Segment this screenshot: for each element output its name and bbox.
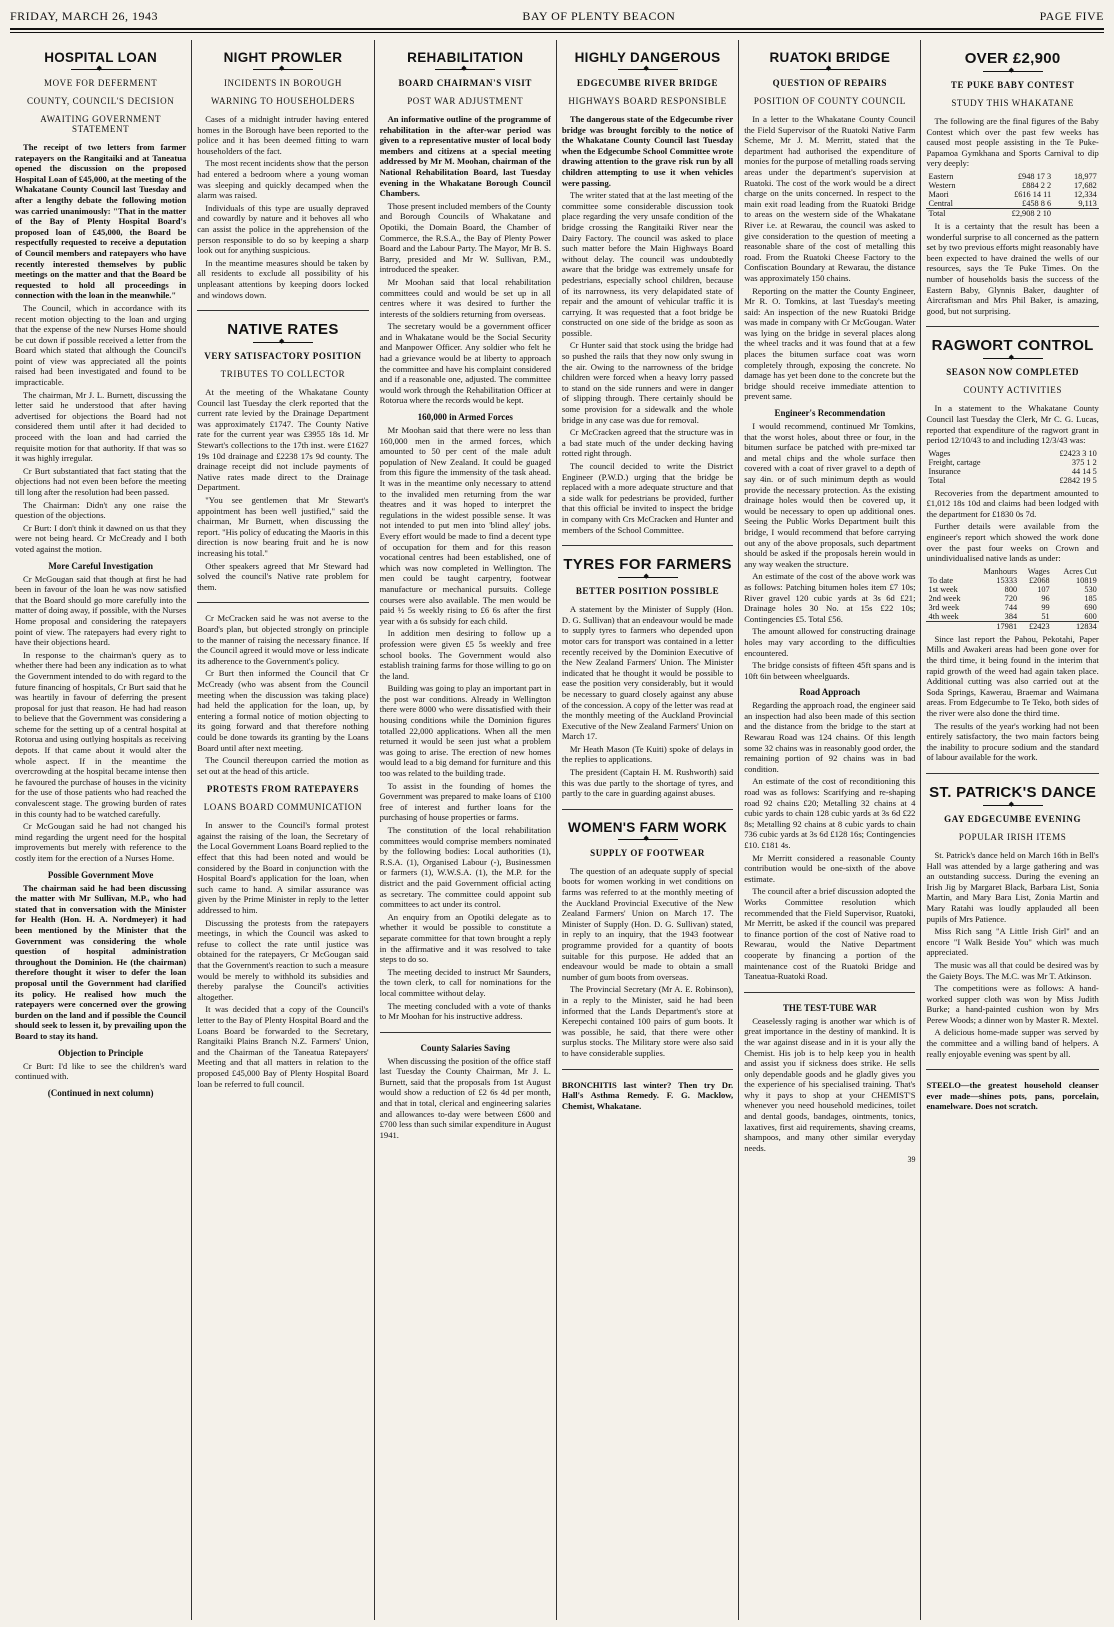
- subhead: AWAITING GOVERNMENT STATEMENT: [40, 114, 162, 134]
- subhead: INCIDENTS IN BOROUGH: [223, 78, 342, 88]
- paragraph: At the meeting of the Whakatane County Council last Tuesday the clerk reported that the current rate levied by the Drainage Department was approximately £1747. The County Native rate for the current year was £3955 18s 1d. Mr Stewart's collections to the 17th inst. were £1627 19s 10d drainage and £2238 17s 9d county. The drainage receipt did not include payments of Native rates made direct to the Drainage Department.: [197, 387, 369, 493]
- subhead: COUNTY, COUNCIL'S DECISION: [26, 96, 175, 106]
- paragraph: Other speakers agreed that Mr Steward had solved the council's Native rate problem for them.: [197, 560, 369, 592]
- table-row: To date 15333 £2068 10819: [928, 575, 1097, 585]
- subhead: SUPPLY OF FOOTWEAR: [590, 847, 705, 858]
- subhead: GAY EDGECUMBE EVENING: [944, 813, 1082, 824]
- baby-contest-table: [926, 172, 1098, 218]
- paragraph: Cr McGougan said that though at first he had been in favour of the loan he was now satisfied that the Board should go more carefully into the matter of doing away, if possible, with the Nurses Home proposal and considering the ratepayers point of view. The ratepayers had every right to have their objections heard.: [15, 573, 187, 648]
- advertisement-steelo: STEELO—the greatest household cleanser ever made—shines pots, pans, porcelain, enamelware. Does not scratch.: [926, 1080, 1099, 1112]
- paragraph: Regarding the approach road, the engineer said an inspection had also been made of this section and the distance from the bridge to the start at Rewarau Road was 124 chains. Of this length some 32 chains was in reasonably good order, the remaining portion of 92 chains was in bad condition.: [744, 700, 916, 774]
- paragraph: Individuals of this type are usually depraved and cowardly by nature and it behoves all who can assist the police in the apprehension of the person responsible to do so by keeping a sharp look out for anything suspicious.: [197, 202, 369, 256]
- continued-note: (Continued in next column): [47, 1087, 154, 1098]
- paragraph: In a statement to the Whakatane County Council last Tuesday the Clerk, Mr C. G. Lucas, reported that expenditure of the ragwort grant in period 12/10/43 to and including 12/3/43 was:: [926, 403, 1099, 446]
- paragraph: Cr Burt then informed the Council that Cr McCready (who was absent from the Council meeting when the discussion was taking place) had held the application for the loan, up, by entering a formal notice of motion objecting to its going forward and that therefore nothing could be done towards its granting by the Loans Board until after next meeting.: [197, 668, 369, 753]
- paragraph: A statement by the Minister of Supply (Hon. D. G. Sullivan) that an endeavour would be made to supply tyres to farmers who depended upon motor cars for transport was contained in a letter recently received by the Dominion Executive of the New Zealand Farmers' Union. The Minister indicated that he thought it would be possible to ease the position very considerably, but it would be necessary to guard closely against any abuse of the concession. A copy of the letter was read at the monthly meeting of the Auckland Provincial Executive of the New Zealand Farmers' Union on March 17.: [561, 604, 734, 742]
- paragraph: The council after a brief discussion adopted the Works Committee resolution which recommended that the Field Supervisor, Ruatoki, Mr Merritt, be asked if the council was prepared to finance portion of the cost of Native road to Rewarau, would the Native Department cooperate by financing a portion of the maintenance cost of the Ruatoki Bridge and Taneatua-Ruatoki Road.: [744, 886, 916, 982]
- subhead: POST WAR ADJUSTMENT: [407, 96, 524, 106]
- subhead: EDGECUMBE RIVER BRIDGE: [576, 78, 719, 88]
- ad-number: 39: [907, 1155, 916, 1165]
- headline-divider: [253, 342, 313, 343]
- paragraph: Cases of a midnight intruder having entered homes in the Borough have been reported to the police and it has been deemed fitting to warn householders of the fact.: [197, 114, 369, 156]
- headline-divider: [983, 358, 1043, 359]
- paragraph: Cr Burt substantiated that fact stating that the objections had not even been before the meeting till long after the resolution had been passed.: [15, 465, 187, 497]
- paragraph: In addition men desiring to follow up a profession were given £5 5s weekly and free school books. The Government would also establish training farms for those willing to go on the land.: [379, 628, 551, 681]
- lead-paragraph: The receipt of two letters from farmer ratepayers on the Rangitaiki and at Taneatua opened the discussion on the proposed Hospital Loan of £45,000, at the meeting of the Whakatane County Council last Tuesday and after a lengthy debate the following motion was carried unanimously: "That in the matter of the Bay of Plenty Hospital Board's proposed loan of £45,000, the Board be respectfully requested to receive a deputation of Council members and ratepayers who have recently interested themselves by public meetings on the matter and that the Board be requested to hold all proceedings in connection with the loan in the meanwhile.": [15, 142, 187, 301]
- paragraph: Mr Moohan said that local rehabilitation committees could and would be set up in all centres where it was desired to further the interests of the soldiers returning from overseas.: [379, 276, 551, 319]
- paragraph: The chairman, Mr J. L. Burnett, discussing the letter said he understood that after having advertised for objections the Board had not considered them until after it had decided to proceed with the loan and had carried the requisite motion for that authority. If that was so it was highly irregular.: [15, 389, 187, 464]
- subhead: POPULAR IRISH ITEMS: [958, 831, 1067, 842]
- manhours-table: [926, 567, 1098, 631]
- headline-highly-dangerous: HIGHLY DANGEROUS: [574, 50, 721, 65]
- masthead-rule: [10, 28, 1104, 30]
- paragraph: The bridge consists of fifteen 45ft spans and is 10ft 6in between wheelguards.: [744, 660, 916, 681]
- side-heading: 160,000 in Armed Forces: [417, 412, 513, 423]
- paragraph: Cr Burt: I don't think it dawned on us that they were not being heard. Cr McCready and I both voted against the motion.: [15, 522, 187, 554]
- subhead: COUNTY ACTIVITIES: [963, 385, 1062, 396]
- article-separator: [380, 1032, 551, 1033]
- paragraph: The Council thereupon carried the motion as set out at the head of this article.: [197, 755, 369, 776]
- headline-native-rates: NATIVE RATES: [227, 321, 339, 339]
- paragraph: Recoveries from the department amounted to £1,012 18s 10d and claims had been lodged with the department for £1830 0s 7d.: [926, 487, 1099, 519]
- paragraph: Since last report the Pahou, Pekotahi, Paper Mills and Awakeri areas had been gone over for the third time, it being found in the interim that rapid growth of the weed had again taken place. Additional cutting was also carried out at the Soda Springs, Kawerau, Braemar and Waimana areas. From Edgecumbe to Te Teko, both sides of the river were also done the third time.: [926, 633, 1099, 718]
- advertisement-bronchitis: BRONCHITIS last winter? Then try Dr. Hall's Asthma Remedy. F. G. Macklow, Chemist, Whakatane.: [561, 1079, 734, 1111]
- table-total-row: Total £2,908 2 10: [926, 208, 1098, 218]
- paragraph: Mr Merritt considered a reasonable County contribution would be one-sixth of the above estimate.: [744, 852, 916, 884]
- paragraph: A delicious home-made supper was served by the committee and a willing band of helpers. A really enjoyable evening was spent by all.: [926, 1027, 1099, 1059]
- side-heading: Objection to Principle: [58, 1047, 144, 1058]
- paragraph: In answer to the Council's formal protest against the raising of the loan, the Secretary of the Local Government Loans Board replied to the effect that this had been noted and would be considered by the Board in conjunction with the Hospital Board's application for the loan, when such came to hand. A similar assurance was given by the Prime Minister in reply to the letter addressed to him.: [197, 820, 369, 916]
- subhead: SEASON NOW COMPLETED: [946, 367, 1080, 378]
- paragraph: In a letter to the Whakatane County Council the Field Supervisor of the Ruatoki Native Farm Scheme, Mr J. M. Merritt, stated that the department had authorised the expenditure of monies for the purpose of metalling roads serving areas under the department's supervision at Ruatoki. The cost of the work would be a direct charge on the units concerned. In respect to the main exit road leading from the Ruatoki Bridge to areas on the western side of the Whakatane River i.e. at Rewarau, the council was asked to give consideration to the question of meeting a reasonable share of the cost of metalling this road. From the Ruatoki Cheese Factory to the Confiscation Boundary at Rewarau, the distance was approximately 150 chains.: [744, 114, 916, 283]
- paragraph: St. Patrick's dance held on March 16th in Bell's Hall was attended by a large gathering and was an outstanding success. During the evening an Irish Jig by Margaret Black, Barbara List, Sonia Martin, and Mary Bara List, Zonia Martin and Mary Ratahi was loudly applauded all been pupils of Mrs Patience.: [926, 849, 1099, 924]
- paragraph: The constitution of the local rehabilitation committees would comprise members nominated by the following bodies: Local authorities (1), R.S.A. (1), Organised Labour (-), Businessmen or farmers (1), W.W.S.A. (1), the M.P. for the district and the paid Government official acting as secretary. The committee could appoint sub committees to act under its control.: [379, 825, 551, 910]
- paragraph: Miss Rich sang "A Little Irish Girl" and an encore "I Walk Beside You" which was much appreciated.: [926, 926, 1099, 958]
- table-row: Total £2842 19 5: [928, 475, 1097, 485]
- article-separator: [744, 992, 915, 993]
- paragraph: An estimate of the cost of reconditioning this road was as follows: Scarifying and re-shaping road 92 chains £20; Metalling 32 chains at 4 cubic yards to chain 128 cubic yards at 3s 6d £22 8s; Metalling 92 chains at 8 cubic yards to chain 736 cubic yards at 3s 6d £128 16s; Contingencies £10. £181 4s.: [744, 776, 916, 850]
- subhead: WARNING TO HOUSEHOLDERS: [210, 96, 355, 106]
- article-separator: [926, 1069, 1098, 1070]
- lead-paragraph: An informative outline of the programme of rehabilitation in the after-war period was given to a representative muster of local body members and citizens at a special meeting addressed by Mr M. Moohan, chairman of the National Rehabilitation Board, last Tuesday evening in the Whakatane Borough Council Chambers.: [379, 114, 551, 199]
- table-row: 2nd week 720 96 185: [928, 593, 1097, 603]
- headline-divider: [983, 805, 1043, 806]
- paragraph: Those present included members of the County and Borough Councils of Whakatane and Opotiki, the Domain Board, the Chamber of Commerce, the R.S.A., the Bay of Plenty Power Board and the Labour Party. The Mayor, Mr B. S. Barry, presided and Mr W. Sullivan, P.M., introduced the speaker.: [379, 200, 551, 275]
- paragraph: The president (Captain H. M. Rushworth) said this was due partly to the shortage of tyres, and partly to the care in guarding against abuses.: [561, 767, 734, 799]
- headline-divider: [618, 839, 678, 840]
- subhead: MOVE FOR DEFERMENT: [43, 78, 158, 88]
- paragraph: Cr McCracken agreed that the structure was in a bad state much of the under decking having rotted right through.: [561, 427, 734, 459]
- masthead-rule-thin: [10, 32, 1104, 33]
- headline-hospital-loan: HOSPITAL LOAN: [44, 50, 158, 65]
- masthead: [10, 6, 1104, 24]
- article-separator: [197, 310, 368, 311]
- paragraph: The secretary would be a government officer and in Whakatane would be the Social Security and Manpower Officer. Any soldier who felt he had a grievance would be at liberty to approach the committee and have his complaint considered and if a reasonable one, adjusted. The committee would work through the Rehabilitation Officer at Rotorua where the records would be kept.: [379, 321, 551, 406]
- paragraph: Further details were available from the engineer's report which showed the work done over the past four weeks on Crown and unindividualised native lands as under:: [926, 521, 1099, 564]
- subhead: TRIBUTES TO COLLECTOR: [220, 369, 346, 380]
- headline-night-prowler: NIGHT PROWLER: [223, 50, 343, 65]
- paragraph: Cr McCracken said he was not averse to the Board's plan, but objected strongly on principle to the manner of raising the necessary finance. If the Council agreed it would move or less indicate its adherence to the Government's policy.: [197, 613, 369, 666]
- article-separator: [197, 602, 368, 603]
- headline-divider: [253, 69, 313, 70]
- paragraph: An enquiry from an Opotiki delegate as to whether it would be possible to constitute a separate committee for that town brought a reply in the affirmative and it was resolved to take steps to do so.: [379, 911, 551, 965]
- paragraph: Building was going to play an important part in the post war conditions. Already in Wellington there were 8000 who were dissatisfied with their housing conditions while the Dominion figures totalled 22,000 applications. When all the men returned it would be seen just what a problem was going to arise. The erection of new homes would lead to a big demand for furniture and this too was related to the building trade.: [379, 683, 551, 779]
- subhead: BETTER POSITION POSSIBLE: [575, 586, 720, 597]
- paragraph: It was decided that a copy of the Council's letter to the Bay of Plenty Hospital Board and the Loans Board be forwarded to the Secretary, Rangitaiki Plains Branch N.Z. Farmers' Union, and the Chairman of the Taneatua Ratepayers' Meeting and that all matters in relation to the proposed £45,000 Bay of Plenty Hospital Board loan be referred to full council.: [197, 1004, 369, 1089]
- paragraph: Mr Heath Mason (Te Kuiti) spoke of delays in the replies to applications.: [561, 743, 734, 765]
- advertisement-chemist: Ceaselessly raging is another war which is of great importance in the destiny of mankind. It is the war against disease and in it is your ally the Chemist. His job is to help keep you in health and assist you if sickness does strike. He sells only dependable goods and he gladly gives you the experience of his specialised training. That's why it pays to shop at your CHEMIST'S whenever you need household medicines, toilet and dental goods, bandages, ointments, tonics, laxatives, first aid requirements, shaving creams, shampoos, and many other similar everyday needs.: [744, 1015, 916, 1153]
- paragraph: Cr McGougan said he had not changed his mind regarding the urgent need for the hospital improvements but merely with reference to the costly item for the erection of a Nurses Home.: [15, 821, 187, 863]
- subhead: POSITION OF COUNTY COUNCIL: [753, 96, 906, 106]
- paragraph: The meeting concluded with a vote of thanks to Mr Moohan for his instructive address.: [379, 1000, 551, 1022]
- paragraph: The music was all that could be desired was by the Gaiety Boys. The M.C. was Mr T. Atkinson.: [926, 959, 1099, 981]
- side-heading: More Careful Investigation: [48, 560, 153, 571]
- headline-divider: [618, 69, 678, 70]
- newspaper-columns: [10, 40, 1104, 1620]
- subhead: VERY SATISFACTORY POSITION: [204, 351, 362, 362]
- subhead: STUDY THIS WHAKATANE: [951, 98, 1074, 108]
- paragraph: It is a certainty that the result has been a wonderful surprise to all concerned as the pattern set by two previous efforts might reasonably have been expected to have drained the wells of our resources, says the Te Puke Times. On the number of households basis the success of the Eastern Baby, Glynnis Baker, daughter of Aircraftsman and Mrs Phil Baker, is amazing, good, but not surprising.: [926, 220, 1099, 316]
- column-6: [921, 40, 1103, 1620]
- headline-divider: [435, 69, 495, 70]
- side-heading: County Salaries Saving: [420, 1042, 510, 1053]
- paragraph: In response to the chairman's query as to whether there had been any indication as to what the Government intended to do with regard to the future financing of hospitals, Cr Burt said that he was heartily in favour of deferring the present proposal for just that reason. He had had reason to believe that the Government was considering a scheme for the setting up of a central hospital at Rotorua and using outlying hospitals as receiving depots. If that came about it would alter the whole aspect. If in the meantime the overcrowding at the hospital became intense then he favoured the purchase of houses in the vicinity for the use of those patients who had reached the convalescent stage. The growing burden of rates in this county had to be watched carefully.: [15, 649, 187, 819]
- table-header-row: Manhours Wages Acres Cut: [983, 566, 1097, 576]
- paragraph: To assist in the founding of homes the Government was prepared to make loans of £100 free of interest and further loans for the purchasing of house properties or farms.: [379, 780, 551, 823]
- paragraph: The competitions were as follows: A hand-worked supper cloth was won by Miss Judith Burke; a hand-painted cushion won by Mrs Perew Woods; a dinner won by Master R. Mextel.: [926, 983, 1099, 1025]
- headline-ragwort-control: RAGWORT CONTROL: [931, 337, 1094, 355]
- table-row: Freight, cartage 375 1 2: [928, 457, 1097, 467]
- table-row: Insurance 44 14 5: [928, 466, 1097, 476]
- article-separator: [926, 326, 1098, 327]
- side-heading: Engineer's Recommendation: [774, 408, 886, 419]
- headline-womens-farm-work: WOMEN'S FARM WORK: [568, 819, 728, 835]
- paragraph: The council decided to write the District Engineer (P.W.D.) urging that the bridge be replaced with a more adequate structure and that a side walk for pedestrians be provided, further that this official be invited to inspect the bridge in company with Crs McCracken and Hunter and members of the School Committee.: [561, 461, 734, 535]
- article-separator: [562, 545, 733, 546]
- paper-title: BAY OF PLENTY BEACON: [522, 9, 676, 23]
- lead-paragraph: The dangerous state of the Edgecumbe river bridge was brought forcibly to the notice of the Whakatane County Council last Tuesday when the Edgecumbe School Committee wrote drawing attention to the grave risk run by all children attempting to use it when vehicles were passing.: [561, 114, 734, 188]
- headline-st-patricks-dance: ST. PATRICK'S DANCE: [929, 783, 1097, 801]
- headline-tyres-for-farmers: TYRES FOR FARMERS: [563, 556, 732, 574]
- subhead: LOANS BOARD COMMUNICATION: [203, 802, 363, 813]
- paragraph: The results of the year's working had not been entirely satisfactory, the two main factors being the inability to procure sodium and the standard of labour available for the work.: [926, 720, 1099, 763]
- subhead: TE PUKE BABY CONTEST: [950, 80, 1075, 90]
- subhead: HIGHWAYS BOARD RESPONSIBLE: [568, 96, 727, 106]
- table-total-row: 17981 £2423 12834: [926, 621, 1098, 631]
- headline-divider: [983, 71, 1043, 72]
- headline-divider: [71, 69, 131, 70]
- table-row: 3rd week 744 99 690: [928, 602, 1097, 612]
- table-row: Central £458 8 6 9,113: [928, 198, 1097, 208]
- paragraph: The Council, which in accordance with its recent motion objecting to the loan and urging that the expense of the new Nurses Home should be cut down if possible received a letter from the Board which stated that although the Council's point of view was appreciated all the points raised had been investigated and found to be impracticable.: [15, 302, 187, 388]
- side-heading: Road Approach: [799, 687, 861, 698]
- column-3: [375, 40, 557, 1620]
- page-number: PAGE FIVE: [1039, 9, 1104, 23]
- headline-divider: [800, 69, 860, 70]
- column-5: [739, 40, 921, 1620]
- article-separator: [562, 1069, 733, 1070]
- subhead: QUESTION OF REPAIRS: [772, 78, 888, 88]
- side-heading: Possible Government Move: [47, 869, 154, 880]
- paragraph: Discussing the protests from the ratepayers meetings, in which the Council was asked to refuse to collect the rate until justice was obtained for the ratepayers, Cr McGougan said that the Government's reaction to such a measure would be merely to withhold its subsidies and thereby paralyse the Council's activities altogether.: [197, 917, 369, 1002]
- paragraph: The meeting decided to instruct Mr Saunders, the town clerk, to call for nominations for the local committee without delay.: [379, 966, 551, 998]
- table-row: Eastern £948 17 3 18,977: [928, 171, 1097, 181]
- paragraph: The amount allowed for constructing drainage holes may vary according to the difficulties encountered.: [744, 626, 916, 658]
- paragraph: The question of an adequate supply of special boots for women working in wet conditions on farms was referred to at the monthly meeting of the Auckland Provincial Executive of the New Zealand Farmers' Union on March 17. The Minister of Supply (Hon. D. G. Sullivan) stated, in reply to an inquiry, that the 1943 footwear programme provided for a quantity of boots suitable for this purpose. He added that an endeavour would be made to obtain a small number of gum boots from overseas.: [561, 865, 734, 982]
- column-1: [10, 40, 192, 1620]
- column-2: [192, 40, 374, 1620]
- paragraph: The Chairman: Didn't any one raise the question of the objections.: [15, 499, 187, 521]
- paragraph: The most recent incidents show that the person had entered a bedroom where a young woman was sleeping and quickly decamped when the alarm was raised.: [197, 158, 369, 201]
- paragraph: When discussing the position of the office staff last Tuesday the County Chairman, Mr J. L. Burnett, said that the proposals from 1st August would show a reduction of £2 6s 4d per month, and that in total, clerical and engineering salaries and allowances to-day were between £600 and £700 less than such similar expenditure in August 1941.: [379, 1055, 551, 1140]
- paragraph: The writer stated that at the last meeting of the committee some considerable discussion took place regarding the very unsafe condition of the bridge crossing the Rangitaiki River near the Dairy Factory. The council was asked to place such matter before the Main Highways Board without delay. The council was undoubtedly aware that the bridge was extremely unsafe for pedestrians, especially school children, because of its narrowness, its very delapidated state of repair and the amount of vehicular traffic it is carrying. It was requested that a foot bridge be constructed on one side of the bridge as soon as possible.: [561, 190, 734, 338]
- table-row: Maori £616 14 11 12,334: [928, 189, 1097, 199]
- paragraph: I would recommend, continued Mr Tomkins, that the worst holes, about three or four, in the bitumen surface be patched with pre-mixed tar and metal chips and the whole surface then covered with a coat of river gravel to a depth of say 4in. or of such minimum depth as would provide the necessary protection. As the existing drainage holes would then be covered up, it would be necessary to open up additional ones. Seeing the Public Works Department built this bridge, I would recommend that before carrying out any of the above proposals, such department should be asked if the proposals herein would in any way weaken the structure.: [744, 421, 916, 569]
- subhead: PROTESTS FROM RATEPAYERS: [206, 784, 360, 795]
- headline-ruatoki-bridge: RUATOKI BRIDGE: [769, 50, 891, 65]
- table-row: 4th week 384 51 600: [928, 611, 1097, 621]
- paragraph: The chairman said he had been discussing the matter with Mr Sullivan, M.P., who had stated that in conversation with the Minister for Health (Hon. H. A. Nordmeyer) it had been mentioned by the Minister that the Government was considering the whole question of hospital administration throughout the Dominion. He (the chairman) therefore thought it wiser to defer the loan proposal until the Government had clarified its policy. He realised how much the ratepayers were concerned over the growing burden on the land and if possible the Council should seek to lessen it, by prevailing upon the Board to stay its hand.: [15, 882, 187, 1041]
- article-separator: [926, 773, 1098, 774]
- paragraph: Cr Hunter said that stock using the bridge had so pushed the rails that they now only swung in the air. Owing to the narrowness of the bridge children were forced when a heavy lorry passed to stand on the side runners and were in danger of slipping through. There certainly should be some provision for a sidewalk and the whole bridge in any case was due for removal.: [561, 340, 734, 425]
- headline-over-2900: OVER £2,900: [964, 50, 1061, 67]
- subhead: BOARD CHAIRMAN'S VISIT: [398, 78, 533, 88]
- table-row: Wages £2423 3 10: [928, 448, 1097, 458]
- column-4: [557, 40, 739, 1620]
- paragraph: The following are the final figures of the Baby Contest which over the past few weeks has caused most people assisting in the Te Puke-Papamoa Gymkhana and Sports Carnival to dip very deeply:: [926, 116, 1099, 169]
- paragraph: The Provincial Secretary (Mr A. E. Robinson), in a reply to the Minister, said he had been informed that the Lands Department's store at Kerepechi contained 100 pairs of gum boots. It was possible, he said, that there were other surplus stocks. The Military store were also said to have considerable supplies.: [561, 984, 734, 1058]
- paragraph: In the meantime measures should be taken by all residents to exclude all possibility of his unpleasant attentions by keeping doors locked and windows down.: [197, 257, 369, 300]
- table-row: Western £884 2 2 17,682: [928, 180, 1097, 190]
- paragraph: An estimate of the cost of the above work was as follows: Patching bitumen holes item £7 10s; River gravel 120 cubic yards at 3s 6d £21; Drainage holes 30 No. at 15s £22 10s; Contingencies £5. Total £56.: [744, 571, 916, 624]
- paragraph: Cr Burt: I'd like to see the children's ward continued with.: [15, 1060, 187, 1082]
- headline-test-tube-war: THE TEST-TUBE WAR: [782, 1002, 877, 1013]
- table-row: 1st week 800 107 530: [928, 584, 1097, 594]
- paragraph: Reporting on the matter the County Engineer, Mr R. O. Tomkins, at last Tuesday's meeting said: An inspection of the new Ruatoki Bridge was made in company with Cr McGougan. Water was lying on the bridge in several places along the wheel tracks and it was found that at a few places the bitumen surface coat was worn completely through, exposing the concrete. No damage has yet been done to the concrete but the bridge should receive immediate attention to prevent same.: [744, 285, 916, 402]
- headline-divider: [618, 577, 678, 578]
- headline-rehabilitation: REHABILITATION: [407, 50, 524, 65]
- article-separator: [562, 809, 733, 810]
- ragwort-expenditure-table: [926, 449, 1098, 485]
- issue-date: FRIDAY, MARCH 26, 1943: [10, 9, 159, 23]
- paragraph: Mr Moohan said that there were no less than 160,000 men in the armed forces, which amounted to 50 per cent of the male adult population of New Zealand. It could be guaged from this figure the immensity of the task ahead. It was in the meantime only necessary to attend to the invalided men returning from the war theatres and it was hoped to interpret the regulations in the widest possible sense. It was not intended to put men into 'blind alley' jobs. Every effort would be made to find a decent type of occupation for them and for this reason vocational centres had been established, one of which was now completed in Wellington. The men could be taught carpentry, footwear manufacture or mechanical pursuits. College courses were also available. The men would be paid ½ 5s weekly rising to £6 6s after the first year with a 6s subsidy for each child.: [379, 425, 551, 626]
- paragraph: "You see gentlemen that Mr Stewart's appointment has been well justified," said the chairman, Mr Burnett, when discussing the report. "His policy of educating the Maoris in this direction is now bearing fruit and he is now increasing his total.": [197, 495, 369, 558]
